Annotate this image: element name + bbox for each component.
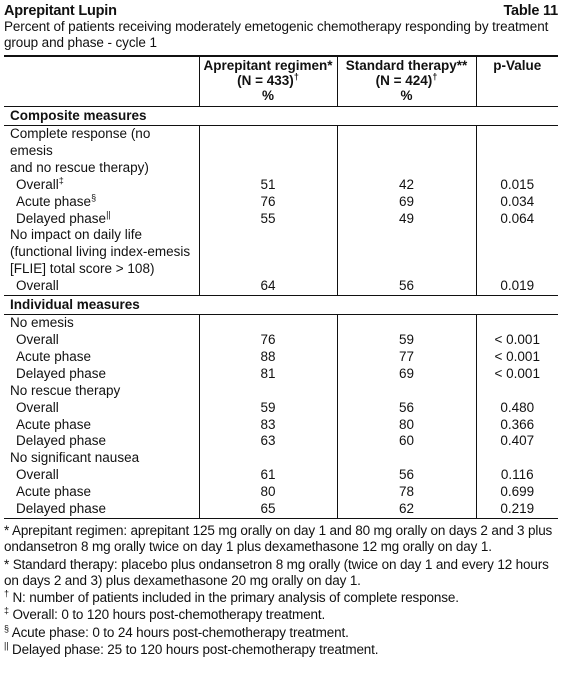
row-label-cell bbox=[4, 417, 199, 434]
standard-value bbox=[337, 450, 476, 467]
document-title: Aprepitant Lupin bbox=[4, 3, 117, 19]
table-row bbox=[4, 467, 558, 484]
pvalue-header-label: p-Value bbox=[493, 58, 542, 73]
footnote bbox=[4, 523, 556, 556]
p-value bbox=[476, 315, 558, 332]
standard-value: 42 bbox=[337, 177, 476, 194]
footnote-mark: || bbox=[4, 640, 9, 651]
p-value: 0.366 bbox=[500, 416, 535, 432]
standard-value bbox=[337, 383, 476, 400]
section-heading-row bbox=[4, 296, 558, 315]
row-label: Acute phase bbox=[16, 348, 92, 364]
results-table bbox=[4, 55, 558, 519]
row-label: Overall bbox=[16, 467, 59, 483]
row-label-cell bbox=[4, 244, 199, 261]
standard-n: (N = 424) bbox=[375, 73, 433, 88]
standard-value: 56 bbox=[337, 278, 476, 295]
aprepitant-value bbox=[199, 126, 337, 160]
aprepitant-value bbox=[199, 261, 337, 278]
footnote-text: Delayed phase: 25 to 120 hours post-chemotherapy treatment. bbox=[8, 642, 379, 658]
table-row bbox=[4, 484, 558, 501]
p-value bbox=[476, 244, 558, 261]
p-value: 0.480 bbox=[500, 399, 535, 415]
aprepitant-value: 63 bbox=[199, 433, 337, 450]
p-value bbox=[476, 126, 558, 160]
row-label-cell bbox=[4, 160, 199, 177]
standard-header-line1: Standard therapy** bbox=[345, 58, 468, 73]
table-row bbox=[4, 261, 558, 278]
table-number: Table 11 bbox=[503, 3, 558, 19]
row-label: [FLIE] total score > 108) bbox=[10, 261, 155, 277]
table-row bbox=[4, 450, 558, 467]
row-label-sup: || bbox=[106, 209, 111, 220]
aprepitant-value: 61 bbox=[199, 467, 337, 484]
p-value: < 0.001 bbox=[494, 331, 540, 347]
footnote bbox=[4, 557, 556, 590]
table-row bbox=[4, 332, 558, 349]
aprepitant-value bbox=[199, 227, 337, 244]
standard-value: 77 bbox=[337, 349, 476, 366]
table-row bbox=[4, 501, 558, 518]
standard-value bbox=[337, 227, 476, 244]
table-row bbox=[4, 400, 558, 417]
p-value: 0.116 bbox=[500, 467, 534, 483]
footnote-text: * Standard therapy: placebo plus ondansetron 8 mg orally (twice on day 1 and every 12 hours on days 2 and 3) plus dexamethasone 20 mg orally on day 1. bbox=[4, 556, 549, 588]
label-column-header bbox=[4, 57, 199, 107]
standard-value: 49 bbox=[337, 211, 476, 228]
row-label: No rescue therapy bbox=[10, 382, 121, 398]
table-row bbox=[4, 366, 558, 383]
table-row bbox=[4, 383, 558, 400]
aprepitant-value bbox=[199, 315, 337, 332]
standard-value bbox=[337, 315, 476, 332]
row-label: Overall bbox=[16, 176, 59, 192]
p-value: < 0.001 bbox=[494, 348, 540, 364]
table-row bbox=[4, 160, 558, 177]
table-row bbox=[4, 278, 558, 295]
p-value: 0.064 bbox=[500, 210, 535, 226]
standard-value bbox=[337, 126, 476, 160]
footnote-mark: ‡ bbox=[4, 605, 9, 616]
aprepitant-value: 76 bbox=[199, 194, 337, 211]
row-label-cell bbox=[4, 484, 199, 501]
standard-column-header bbox=[337, 57, 476, 107]
p-value bbox=[476, 383, 558, 400]
p-value: 0.407 bbox=[500, 433, 535, 449]
row-label: Overall bbox=[16, 331, 59, 347]
table-row bbox=[4, 177, 558, 194]
row-label-cell bbox=[4, 227, 199, 244]
row-label-cell bbox=[4, 383, 199, 400]
row-label-cell bbox=[4, 467, 199, 484]
row-label-cell bbox=[4, 261, 199, 278]
table-row bbox=[4, 433, 558, 450]
section-heading-row bbox=[4, 107, 558, 126]
aprepitant-value: 80 bbox=[199, 484, 337, 501]
row-label-cell bbox=[4, 194, 199, 211]
p-value: 0.219 bbox=[476, 501, 558, 518]
table-row bbox=[4, 244, 558, 261]
table-row bbox=[4, 126, 558, 160]
standard-value: 80 bbox=[337, 417, 476, 434]
p-value: 0.019 bbox=[500, 278, 535, 294]
standard-value: 59 bbox=[337, 332, 476, 349]
section-heading: Composite measures bbox=[4, 107, 558, 126]
p-value: 0.699 bbox=[500, 484, 535, 500]
p-value: 0.015 bbox=[500, 176, 535, 192]
aprepitant-header-line2 bbox=[202, 73, 335, 88]
aprepitant-value: 51 bbox=[199, 177, 337, 194]
table-row bbox=[4, 227, 558, 244]
row-label-cell bbox=[4, 211, 199, 228]
row-label: Overall bbox=[16, 278, 59, 294]
standard-value: 56 bbox=[337, 467, 476, 484]
aprepitant-value bbox=[199, 160, 337, 177]
footnote-text: Acute phase: 0 to 24 hours post-chemotherapy treatment. bbox=[8, 624, 349, 640]
row-label-cell bbox=[4, 332, 199, 349]
standard-n-sup: † bbox=[432, 71, 438, 82]
aprepitant-header-line1: Aprepitant regimen* bbox=[203, 58, 333, 73]
p-value bbox=[476, 261, 558, 278]
standard-value: 56 bbox=[337, 400, 476, 417]
aprepitant-n-sup: † bbox=[293, 71, 299, 82]
p-value: < 0.001 bbox=[494, 365, 540, 381]
table-caption: Percent of patients receiving moderately emetogenic chemotherapy responding by treatment group and phase - cycle 1 bbox=[4, 19, 549, 50]
footnote bbox=[4, 590, 556, 606]
aprepitant-value bbox=[199, 244, 337, 261]
aprepitant-value: 59 bbox=[199, 400, 337, 417]
standard-value bbox=[337, 261, 476, 278]
aprepitant-column-header bbox=[199, 57, 337, 107]
row-label: Delayed phase bbox=[16, 365, 107, 381]
row-label-cell bbox=[4, 501, 199, 518]
row-label-cell bbox=[4, 278, 199, 295]
row-label: Overall bbox=[16, 399, 59, 415]
aprepitant-header-unit: % bbox=[261, 88, 274, 103]
row-label-cell bbox=[4, 177, 199, 194]
row-label: No significant nausea bbox=[10, 450, 140, 466]
row-label: (functional living index-emesis bbox=[10, 244, 191, 260]
row-label-cell bbox=[4, 126, 199, 160]
p-value bbox=[476, 160, 558, 177]
aprepitant-n: (N = 433) bbox=[237, 73, 294, 88]
footnote-mark: † bbox=[4, 588, 9, 599]
footnote-mark: § bbox=[4, 623, 9, 634]
row-label-cell bbox=[4, 366, 199, 383]
footnotes bbox=[4, 523, 558, 658]
aprepitant-value bbox=[199, 450, 337, 467]
footnote-text: * Aprepitant regimen: aprepitant 125 mg orally on day 1 and 80 mg orally on days 2 and 3 plus ondansetron 8 mg orally twice on day 1 plus dexamethasone 12 mg orally on day 1. bbox=[4, 522, 553, 555]
p-value bbox=[476, 227, 558, 244]
aprepitant-value: 76 bbox=[199, 332, 337, 349]
row-label: Acute phase bbox=[16, 416, 92, 432]
standard-value: 69 bbox=[337, 194, 476, 211]
aprepitant-value: 88 bbox=[199, 349, 337, 366]
row-label: No emesis bbox=[10, 315, 74, 331]
header-row bbox=[4, 3, 558, 19]
row-label-sup: ‡ bbox=[58, 175, 64, 186]
row-label: Acute phase bbox=[16, 484, 92, 500]
standard-value: 69 bbox=[337, 366, 476, 383]
table-row bbox=[4, 315, 558, 332]
footnote-text: Overall: 0 to 120 hours post-chemotherapy treatment. bbox=[8, 607, 326, 623]
aprepitant-value: 83 bbox=[199, 417, 337, 434]
p-value: 0.034 bbox=[500, 193, 535, 209]
aprepitant-value bbox=[199, 383, 337, 400]
standard-value bbox=[337, 244, 476, 261]
row-label-cell bbox=[4, 400, 199, 417]
footnote-text: N: number of patients included in the primary analysis of complete response. bbox=[8, 590, 459, 606]
aprepitant-value: 64 bbox=[199, 278, 337, 295]
row-label-cell bbox=[4, 315, 199, 332]
row-label: and no rescue therapy) bbox=[10, 159, 149, 175]
aprepitant-value: 65 bbox=[199, 501, 337, 518]
p-value bbox=[476, 450, 558, 467]
aprepitant-value: 81 bbox=[199, 366, 337, 383]
standard-header-unit: % bbox=[400, 88, 413, 103]
table-row bbox=[4, 211, 558, 228]
footnote bbox=[4, 625, 556, 641]
row-label: Delayed phase bbox=[16, 210, 107, 226]
row-label: Acute phase bbox=[16, 193, 92, 209]
row-label-sup: § bbox=[91, 192, 97, 203]
standard-header-line2 bbox=[340, 73, 474, 88]
standard-value: 78 bbox=[337, 484, 476, 501]
table-body bbox=[4, 107, 558, 519]
row-label-cell bbox=[4, 349, 199, 366]
row-label-cell bbox=[4, 433, 199, 450]
row-label: No impact on daily life bbox=[10, 227, 143, 243]
section-heading: Individual measures bbox=[4, 296, 558, 315]
aprepitant-value: 55 bbox=[199, 211, 337, 228]
row-label: Complete response (no emesis bbox=[10, 126, 151, 158]
pvalue-column-header bbox=[476, 57, 558, 107]
standard-value bbox=[337, 160, 476, 177]
row-label: Delayed phase bbox=[16, 433, 107, 449]
standard-value: 62 bbox=[337, 501, 476, 518]
row-label-cell bbox=[4, 450, 199, 467]
row-label: Delayed phase bbox=[16, 501, 107, 517]
table-row bbox=[4, 349, 558, 366]
standard-value: 60 bbox=[337, 433, 476, 450]
table-row bbox=[4, 194, 558, 211]
table-row bbox=[4, 417, 558, 434]
column-header-row bbox=[4, 57, 558, 107]
footnote bbox=[4, 642, 556, 658]
footnote bbox=[4, 607, 556, 623]
